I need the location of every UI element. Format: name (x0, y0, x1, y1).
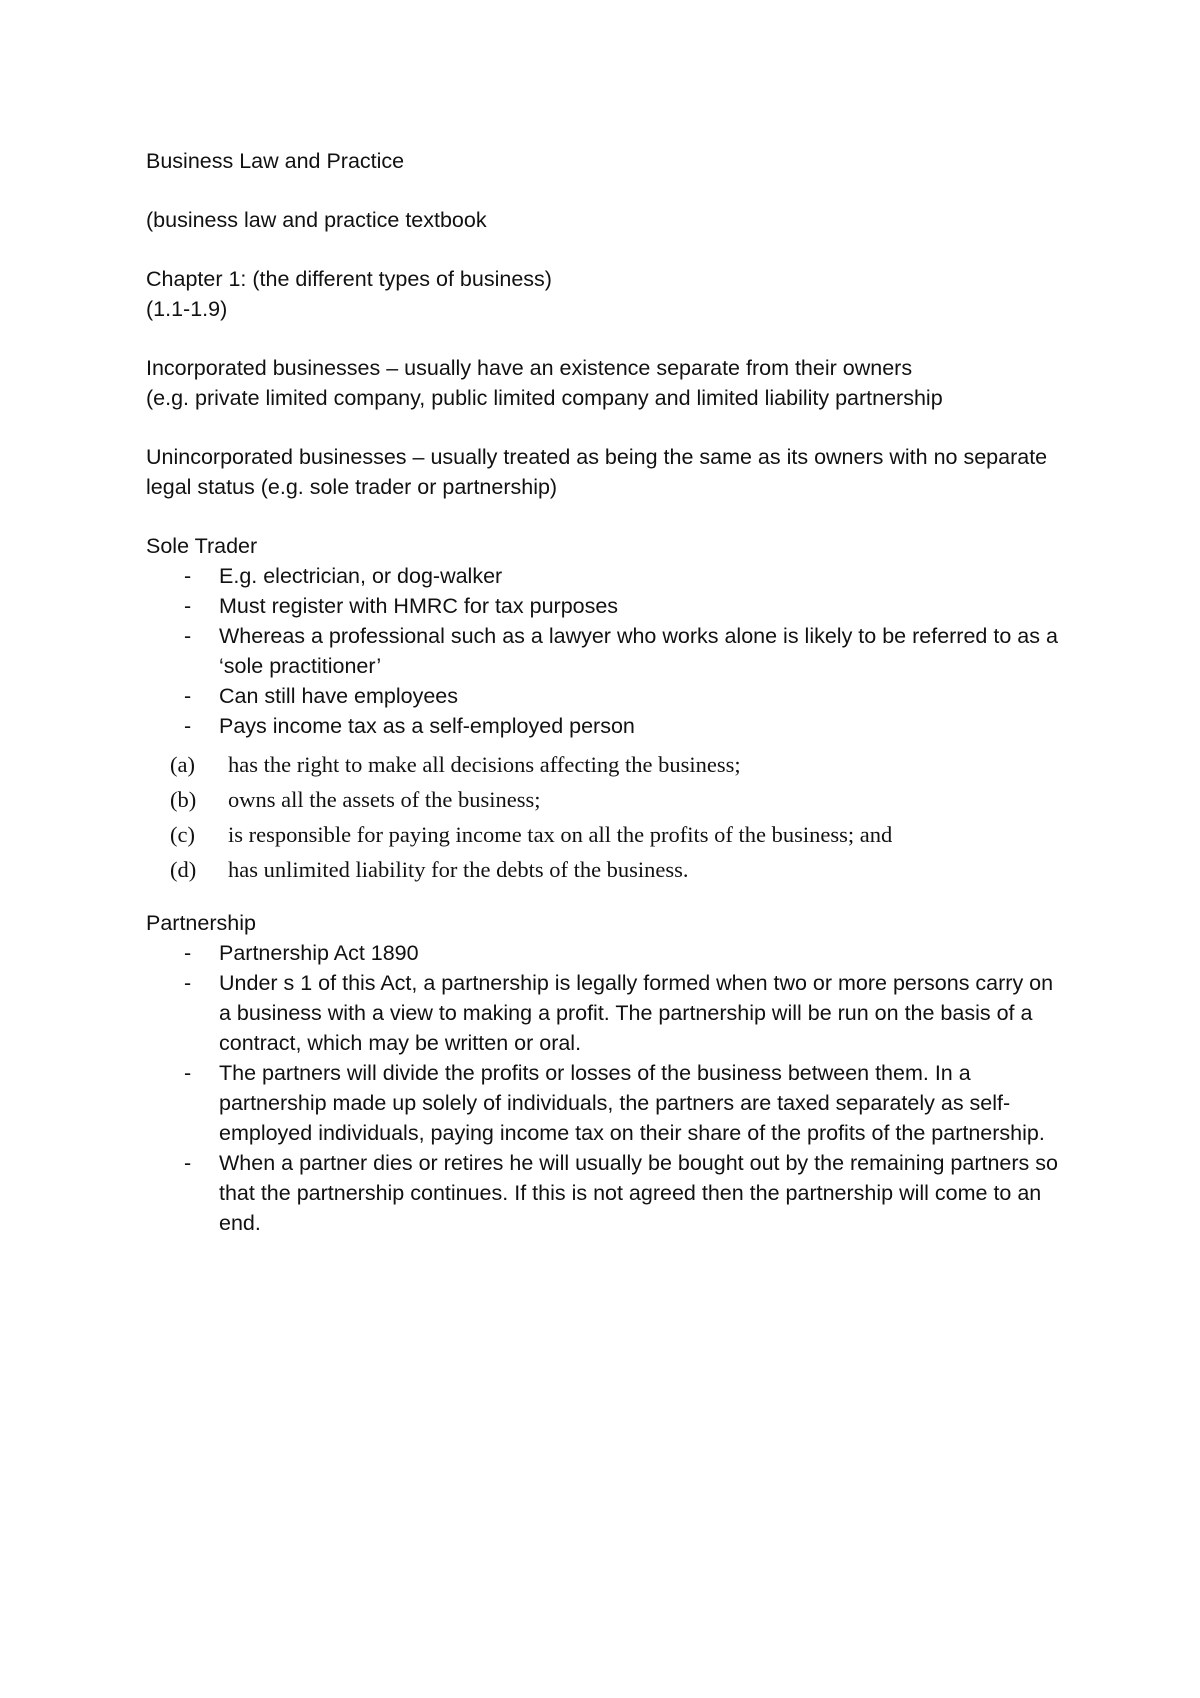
list-item (146, 711, 1066, 741)
list-item-text: Under s 1 of this Act, a partnership is legally formed when two or more persons carry on a business with a view to making a profit. The partnership will be run on the basis of a contract, which may be written or oral. (219, 971, 1054, 1055)
list-item (146, 621, 1066, 681)
list-item-text: Can still have employees (219, 684, 459, 708)
list-item-text: E.g. electrician, or dog-walker (219, 564, 503, 588)
partnership-bullets (146, 938, 1066, 1238)
dash-marker: - (184, 624, 192, 648)
dash-marker: - (184, 564, 192, 588)
dash-marker: - (184, 1061, 192, 1085)
dash-marker: - (184, 1151, 192, 1175)
list-item-text: When a partner dies or retires he will usually be bought out by the remaining partners so that the partnership continues. If this is not agreed then the partnership will come to an end. (219, 1151, 1058, 1235)
lettered-item (146, 782, 1066, 817)
list-item-text: Pays income tax as a self-employed person (219, 714, 635, 738)
sole-trader-bullets (146, 561, 1066, 741)
letter-label: (c) (170, 822, 195, 847)
sole-trader-lettered-list (146, 747, 1066, 887)
document-body (146, 146, 1066, 1238)
lettered-item-text: has the right to make all decisions affecting the business; (228, 752, 741, 777)
lettered-item-text: has unlimited liability for the debts of the business. (228, 857, 689, 882)
lettered-item (146, 747, 1066, 782)
chapter-heading: Chapter 1: (the different types of business) (146, 267, 552, 291)
dash-marker: - (184, 971, 192, 995)
unincorporated-paragraph: Unincorporated businesses – usually treated as being the same as its owners with no separate legal status (e.g. sole trader or partnership) (146, 445, 1048, 499)
incorporated-line-2: (e.g. private limited company, public limited company and limited liability partnership (146, 386, 943, 410)
document-title: Business Law and Practice (146, 149, 405, 173)
dash-marker: - (184, 714, 192, 738)
list-item-text: The partners will divide the profits or losses of the business between them. In a partnership made up solely of individuals, the partners are taxed separately as self-employed individuals, paying income tax on their share of the profits of the partnership. (219, 1061, 1045, 1145)
chapter-ref: (1.1-1.9) (146, 297, 228, 321)
list-item (146, 1058, 1066, 1148)
letter-label: (d) (170, 857, 197, 882)
list-item (146, 1148, 1066, 1238)
list-item (146, 591, 1066, 621)
list-item (146, 681, 1066, 711)
lettered-item-text: owns all the assets of the business; (228, 787, 541, 812)
lettered-item (146, 852, 1066, 887)
dash-marker: - (184, 941, 192, 965)
partnership-heading: Partnership (146, 911, 256, 935)
lettered-item (146, 817, 1066, 852)
list-item (146, 938, 1066, 968)
list-item-text: Whereas a professional such as a lawyer who works alone is likely to be referred to as a ‘sole practitioner’ (219, 624, 1058, 678)
dash-marker: - (184, 594, 192, 618)
source-note: (business law and practice textbook (146, 208, 487, 232)
incorporated-line-1: Incorporated businesses – usually have an existence separate from their owners (146, 356, 913, 380)
sole-trader-heading: Sole Trader (146, 534, 258, 558)
letter-label: (a) (170, 752, 195, 777)
list-item-text: Must register with HMRC for tax purposes (219, 594, 619, 618)
letter-label: (b) (170, 787, 197, 812)
list-item (146, 561, 1066, 591)
dash-marker: - (184, 684, 192, 708)
list-item-text: Partnership Act 1890 (219, 941, 419, 965)
list-item (146, 968, 1066, 1058)
lettered-item-text: is responsible for paying income tax on all the profits of the business; and (228, 822, 893, 847)
